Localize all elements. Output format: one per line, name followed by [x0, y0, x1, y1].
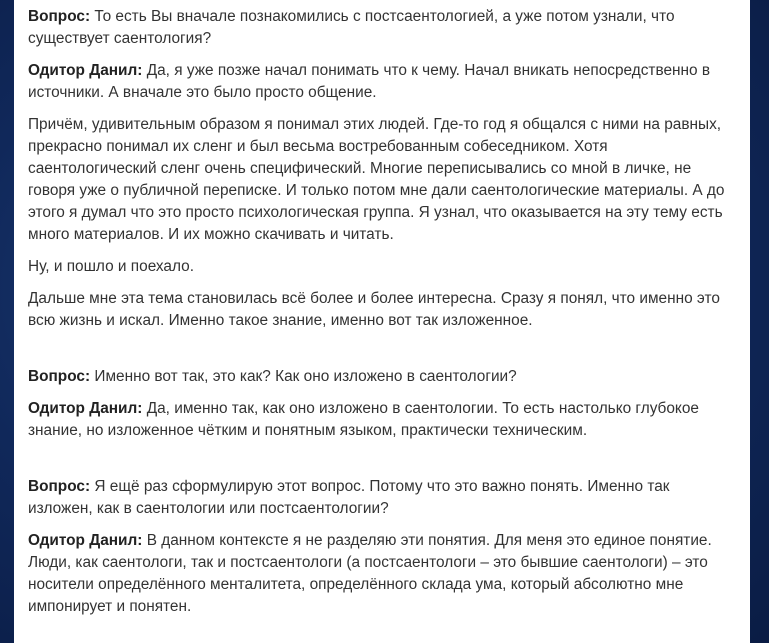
paragraph-answer-1	[28, 60, 736, 104]
speaker-label: Вопрос:	[28, 8, 91, 25]
paragraph-answer-1-cont-2	[28, 256, 736, 278]
speaker-label: Одитор Данил:	[28, 532, 143, 549]
paragraph-text: Да, я уже позже начал понимать что к чему. Начал вникать непосредственно в источники. А вначале это было просто общение.	[28, 62, 711, 101]
paragraph-question-2	[28, 366, 736, 388]
paragraph-text: Я ещё раз сформулирую этот вопрос. Потому что это важно понять. Именно так изложен, как в саентологии или постсаентологии?	[28, 478, 670, 517]
paragraph-answer-2	[28, 398, 736, 442]
paragraph-answer-1-cont-3	[28, 288, 736, 332]
speaker-label: Одитор Данил:	[28, 400, 143, 417]
paragraph-text: Ну, и пошло и поехало.	[28, 258, 194, 275]
paragraph-text: Да, именно так, как оно изложено в саентологии. То есть настолько глубокое знание, но изложенное чётким и понятным языком, практически техническим.	[28, 400, 699, 439]
paragraph-answer-3	[28, 530, 736, 618]
paragraph-text: В данном контексте я не разделяю эти понятия. Для меня это единое понятие. Люди, как саентологи, так и постсаентологи (а постсаентологи – это бывшие саентологи) – это носители определённого менталитета, определённого склада ума, который абсолютно мне импонирует и понятен.	[28, 532, 712, 615]
paragraph-text: То есть Вы вначале познакомились с постсаентологией, а уже потом узнали, что существует саентология?	[28, 8, 675, 47]
speaker-label: Вопрос:	[28, 478, 91, 495]
article-body	[14, 0, 750, 643]
paragraph-text: Дальше мне эта тема становилась всё более и более интересна. Сразу я понял, что именно это всю жизнь и искал. Именно такое знание, именно вот так изложенное.	[28, 290, 720, 329]
paragraph-text: Причём, удивительным образом я понимал этих людей. Где-то год я общался с ними на равных, прекрасно понимал их сленг и был весьма востребованным собеседником. Хотя саентологический сленг очень специфический. Многие переписывались со мной в личке, не говоря уже о публичной переписке. И только потом мне дали саентологические материалы. А до этого я думал что это просто психологическая группа. Я узнал, что оказывается на эту тему есть много материалов. И их можно скачивать и читать.	[28, 116, 725, 243]
paragraph-answer-1-cont-1	[28, 114, 736, 246]
paragraph-question-1	[28, 6, 736, 50]
speaker-label: Вопрос:	[28, 368, 91, 385]
speaker-label: Одитор Данил:	[28, 62, 143, 79]
paragraph-question-3	[28, 476, 736, 520]
paragraph-text: Именно вот так, это как? Как оно изложено в саентологии?	[90, 368, 517, 385]
